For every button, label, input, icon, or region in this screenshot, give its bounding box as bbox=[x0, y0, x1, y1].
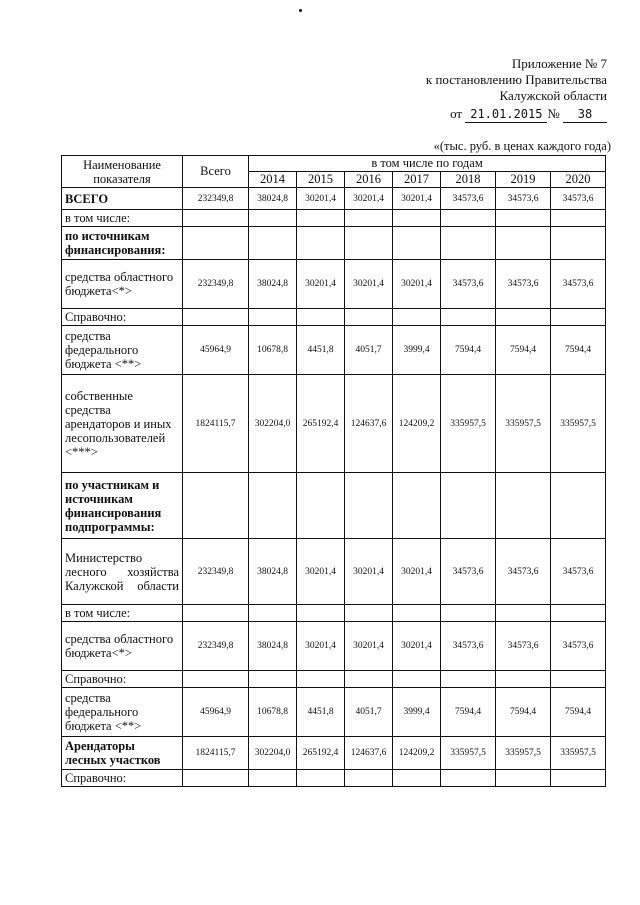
empty-cell bbox=[297, 605, 345, 622]
empty-cell bbox=[393, 309, 441, 326]
empty-cell bbox=[249, 671, 297, 688]
document-header bbox=[426, 56, 607, 123]
total-value-cell: 1824115,7 bbox=[183, 375, 249, 473]
year-value-cell: 10678,8 bbox=[249, 688, 297, 737]
row-label: средства областного бюджета<*> bbox=[62, 622, 183, 671]
empty-cell bbox=[183, 473, 249, 539]
row-label: средства федерального бюджета <**> bbox=[62, 688, 183, 737]
empty-cell bbox=[345, 770, 393, 787]
year-value-cell: 7594,4 bbox=[441, 326, 496, 375]
year-value-cell: 302204,0 bbox=[249, 737, 297, 770]
empty-cell bbox=[441, 210, 496, 227]
decree-date: 21.01.2015 bbox=[465, 106, 547, 123]
year-value-cell: 4051,7 bbox=[345, 326, 393, 375]
empty-cell bbox=[345, 210, 393, 227]
total-value-cell: 1824115,7 bbox=[183, 737, 249, 770]
column-header-years-group: в том числе по годам bbox=[249, 156, 606, 172]
year-header: 2019 bbox=[496, 172, 551, 188]
year-value-cell: 10678,8 bbox=[249, 326, 297, 375]
year-value-cell: 38024,8 bbox=[249, 260, 297, 309]
empty-cell bbox=[345, 309, 393, 326]
scan-mark bbox=[299, 9, 302, 12]
year-value-cell: 34573,6 bbox=[441, 188, 496, 210]
row-label: ВСЕГО bbox=[62, 188, 183, 210]
year-value-cell: 7594,4 bbox=[496, 326, 551, 375]
empty-cell bbox=[441, 770, 496, 787]
row-label: в том числе: bbox=[62, 605, 183, 622]
empty-cell bbox=[496, 227, 551, 260]
empty-cell bbox=[249, 227, 297, 260]
empty-cell bbox=[345, 605, 393, 622]
empty-cell bbox=[183, 671, 249, 688]
table-row bbox=[62, 188, 606, 210]
row-label: Арендаторы лесных участков bbox=[62, 737, 183, 770]
empty-cell bbox=[551, 210, 606, 227]
year-value-cell: 7594,4 bbox=[496, 688, 551, 737]
row-label: средства федерального бюджета <**> bbox=[62, 326, 183, 375]
table-row bbox=[62, 326, 606, 375]
year-value-cell: 30201,4 bbox=[393, 539, 441, 605]
year-value-cell: 4451,8 bbox=[297, 326, 345, 375]
table-body bbox=[62, 188, 606, 787]
table-row bbox=[62, 605, 606, 622]
year-value-cell: 265192,4 bbox=[297, 737, 345, 770]
year-value-cell: 34573,6 bbox=[551, 539, 606, 605]
empty-cell bbox=[393, 770, 441, 787]
year-value-cell: 335957,5 bbox=[441, 375, 496, 473]
empty-cell bbox=[345, 671, 393, 688]
row-label: по участникам и источникам финансирования подпрограммы: bbox=[62, 473, 183, 539]
year-value-cell: 30201,4 bbox=[393, 188, 441, 210]
year-value-cell: 302204,0 bbox=[249, 375, 297, 473]
year-value-cell: 30201,4 bbox=[393, 622, 441, 671]
year-value-cell: 335957,5 bbox=[496, 375, 551, 473]
year-header: 2017 bbox=[393, 172, 441, 188]
empty-cell bbox=[551, 605, 606, 622]
year-value-cell: 38024,8 bbox=[249, 188, 297, 210]
year-value-cell: 34573,6 bbox=[496, 188, 551, 210]
empty-cell bbox=[345, 473, 393, 539]
year-value-cell: 335957,5 bbox=[551, 737, 606, 770]
year-value-cell: 34573,6 bbox=[496, 260, 551, 309]
table-row bbox=[62, 770, 606, 787]
empty-cell bbox=[551, 473, 606, 539]
year-value-cell: 335957,5 bbox=[496, 737, 551, 770]
year-value-cell: 124209,2 bbox=[393, 737, 441, 770]
empty-cell bbox=[297, 671, 345, 688]
empty-cell bbox=[496, 770, 551, 787]
table-row bbox=[62, 375, 606, 473]
year-value-cell: 124637,6 bbox=[345, 375, 393, 473]
empty-cell bbox=[183, 770, 249, 787]
decree-date-line bbox=[426, 106, 607, 123]
row-label: Справочно: bbox=[62, 770, 183, 787]
year-value-cell: 335957,5 bbox=[441, 737, 496, 770]
empty-cell bbox=[393, 671, 441, 688]
empty-cell bbox=[297, 309, 345, 326]
decree-number: 38 bbox=[563, 106, 607, 123]
year-value-cell: 34573,6 bbox=[551, 188, 606, 210]
year-value-cell: 34573,6 bbox=[441, 539, 496, 605]
empty-cell bbox=[496, 605, 551, 622]
empty-cell bbox=[393, 210, 441, 227]
table-row bbox=[62, 671, 606, 688]
empty-cell bbox=[551, 309, 606, 326]
table-head bbox=[62, 156, 606, 188]
table-row bbox=[62, 622, 606, 671]
empty-cell bbox=[345, 227, 393, 260]
empty-cell bbox=[249, 605, 297, 622]
empty-cell bbox=[496, 671, 551, 688]
column-header-total: Всего bbox=[183, 156, 249, 188]
empty-cell bbox=[496, 473, 551, 539]
appendix-title: Приложение № 7 bbox=[511, 56, 607, 71]
year-value-cell: 30201,4 bbox=[297, 188, 345, 210]
year-value-cell: 4451,8 bbox=[297, 688, 345, 737]
empty-cell bbox=[551, 671, 606, 688]
row-label: в том числе: bbox=[62, 210, 183, 227]
year-value-cell: 3999,4 bbox=[393, 688, 441, 737]
row-label: Справочно: bbox=[62, 671, 183, 688]
table-row bbox=[62, 227, 606, 260]
year-value-cell: 30201,4 bbox=[393, 260, 441, 309]
empty-cell bbox=[297, 210, 345, 227]
year-header: 2014 bbox=[249, 172, 297, 188]
empty-cell bbox=[183, 210, 249, 227]
total-value-cell: 232349,8 bbox=[183, 539, 249, 605]
empty-cell bbox=[249, 210, 297, 227]
year-value-cell: 34573,6 bbox=[496, 622, 551, 671]
table-row bbox=[62, 260, 606, 309]
year-value-cell: 265192,4 bbox=[297, 375, 345, 473]
unit-note: «(тыс. руб. в ценах каждого года) bbox=[433, 139, 611, 153]
empty-cell bbox=[297, 770, 345, 787]
empty-cell bbox=[393, 227, 441, 260]
empty-cell bbox=[441, 473, 496, 539]
empty-cell bbox=[496, 210, 551, 227]
empty-cell bbox=[249, 309, 297, 326]
table-row bbox=[62, 210, 606, 227]
empty-cell bbox=[183, 605, 249, 622]
year-value-cell: 34573,6 bbox=[496, 539, 551, 605]
table-row bbox=[62, 539, 606, 605]
total-value-cell: 232349,8 bbox=[183, 188, 249, 210]
table-row bbox=[62, 737, 606, 770]
table-row bbox=[62, 473, 606, 539]
empty-cell bbox=[551, 770, 606, 787]
table-row bbox=[62, 688, 606, 737]
row-label: Министерство лесного хозяйства Калужской области bbox=[62, 539, 183, 605]
region-name: Калужской области bbox=[499, 88, 607, 103]
year-header: 2015 bbox=[297, 172, 345, 188]
table-row bbox=[62, 309, 606, 326]
empty-cell bbox=[441, 227, 496, 260]
total-value-cell: 232349,8 bbox=[183, 260, 249, 309]
total-value-cell: 45964,9 bbox=[183, 688, 249, 737]
empty-cell bbox=[551, 227, 606, 260]
year-value-cell: 124209,2 bbox=[393, 375, 441, 473]
number-sign: № bbox=[547, 106, 560, 121]
total-value-cell: 232349,8 bbox=[183, 622, 249, 671]
year-value-cell: 335957,5 bbox=[551, 375, 606, 473]
empty-cell bbox=[496, 309, 551, 326]
row-label: по источникам финансирования: bbox=[62, 227, 183, 260]
year-value-cell: 7594,4 bbox=[551, 688, 606, 737]
empty-cell bbox=[249, 770, 297, 787]
empty-cell bbox=[183, 227, 249, 260]
decree-reference: к постановлению Правительства bbox=[425, 72, 607, 87]
year-value-cell: 30201,4 bbox=[297, 260, 345, 309]
year-value-cell: 38024,8 bbox=[249, 622, 297, 671]
year-value-cell: 7594,4 bbox=[551, 326, 606, 375]
date-prefix: от bbox=[450, 106, 463, 121]
year-value-cell: 30201,4 bbox=[345, 539, 393, 605]
empty-cell bbox=[249, 473, 297, 539]
year-value-cell: 30201,4 bbox=[297, 622, 345, 671]
column-header-name: Наименование показателя bbox=[62, 156, 183, 188]
empty-cell bbox=[393, 473, 441, 539]
year-header: 2020 bbox=[551, 172, 606, 188]
empty-cell bbox=[297, 227, 345, 260]
row-label: собственные средства арендаторов и иных лесопользователей <***> bbox=[62, 375, 183, 473]
total-value-cell: 45964,9 bbox=[183, 326, 249, 375]
empty-cell bbox=[441, 309, 496, 326]
year-value-cell: 4051,7 bbox=[345, 688, 393, 737]
year-value-cell: 30201,4 bbox=[345, 260, 393, 309]
empty-cell bbox=[183, 309, 249, 326]
year-header: 2016 bbox=[345, 172, 393, 188]
empty-cell bbox=[441, 605, 496, 622]
year-value-cell: 34573,6 bbox=[441, 622, 496, 671]
year-value-cell: 124637,6 bbox=[345, 737, 393, 770]
year-value-cell: 30201,4 bbox=[345, 188, 393, 210]
year-value-cell: 38024,8 bbox=[249, 539, 297, 605]
year-value-cell: 34573,6 bbox=[441, 260, 496, 309]
year-value-cell: 30201,4 bbox=[297, 539, 345, 605]
year-value-cell: 30201,4 bbox=[345, 622, 393, 671]
empty-cell bbox=[393, 605, 441, 622]
year-value-cell: 7594,4 bbox=[441, 688, 496, 737]
row-label: средства областного бюджета<*> bbox=[62, 260, 183, 309]
year-value-cell: 34573,6 bbox=[551, 622, 606, 671]
financing-table bbox=[61, 155, 606, 787]
row-label: Справочно: bbox=[62, 309, 183, 326]
year-value-cell: 3999,4 bbox=[393, 326, 441, 375]
empty-cell bbox=[297, 473, 345, 539]
year-value-cell: 34573,6 bbox=[551, 260, 606, 309]
year-header: 2018 bbox=[441, 172, 496, 188]
empty-cell bbox=[441, 671, 496, 688]
